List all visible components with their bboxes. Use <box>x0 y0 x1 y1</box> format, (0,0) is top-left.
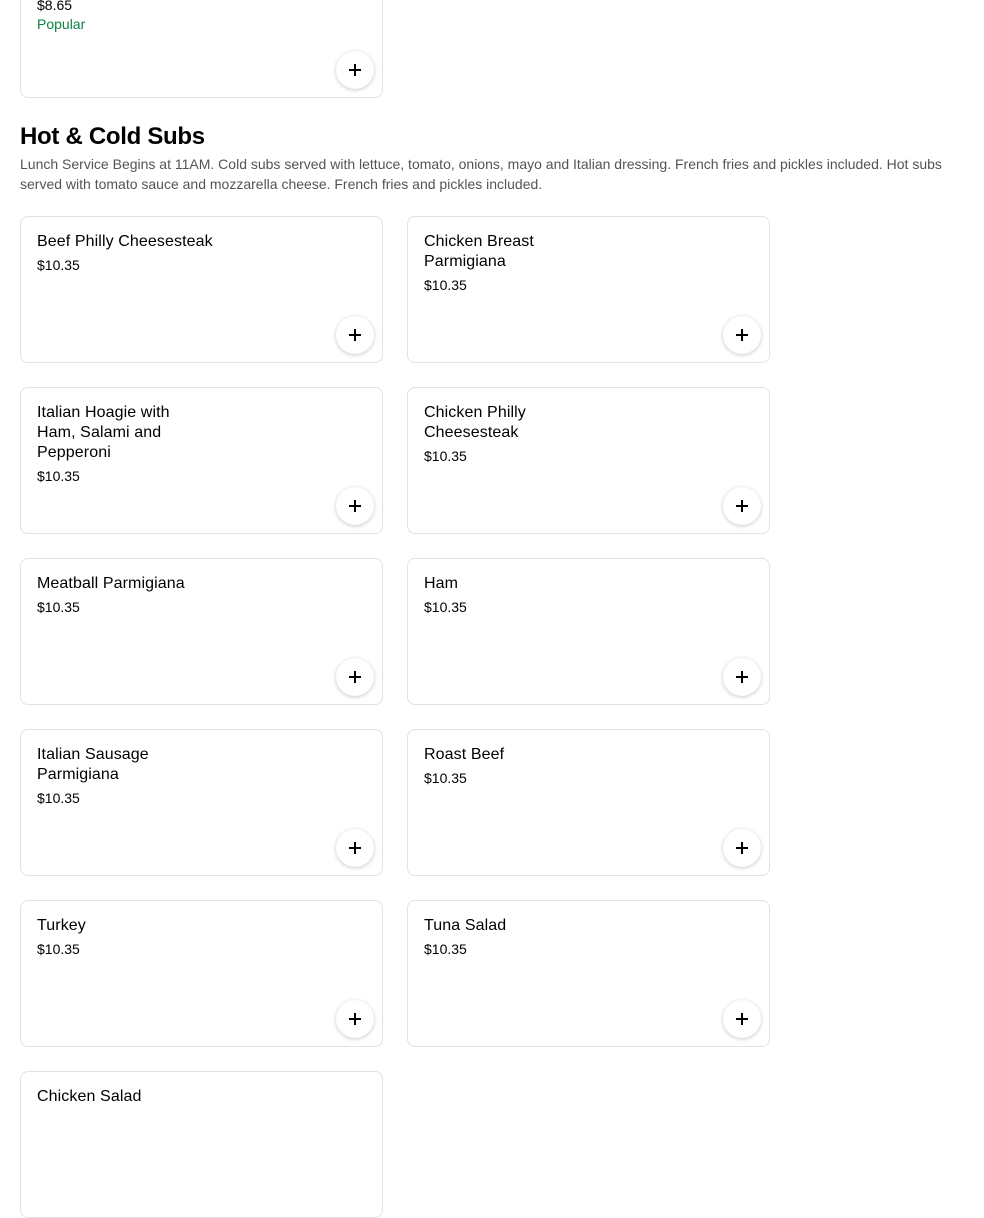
plus-icon <box>349 64 361 76</box>
plus-icon <box>349 329 361 341</box>
menu-item-name: Roast Beef <box>424 746 505 763</box>
add-item-button[interactable] <box>336 829 374 867</box>
add-item-button[interactable] <box>336 658 374 696</box>
menu-item-name: Chicken Salad <box>37 1088 142 1105</box>
menu-item-name: Italian Hoagie with Ham, Salami and Pepperoni <box>37 404 170 461</box>
menu-item-price: $10.35 <box>37 599 80 615</box>
menu-item-info <box>424 403 564 464</box>
menu-item-price: $8.65 <box>37 0 73 13</box>
add-item-button[interactable] <box>723 487 761 525</box>
menu-item-name: Chicken Philly Cheesesteak <box>424 404 526 441</box>
add-item-button[interactable] <box>723 829 761 867</box>
menu-item-price: $10.35 <box>424 941 467 957</box>
menu-item-info <box>37 232 227 273</box>
add-item-button[interactable] <box>336 51 374 89</box>
menu-item-name: Ham <box>424 575 459 592</box>
menu-item-price: $10.35 <box>424 599 467 615</box>
menu-item-card[interactable] <box>20 729 383 876</box>
menu-item-name: Tuna Salad <box>424 917 507 934</box>
menu-item-price: $10.35 <box>37 790 80 806</box>
menu-item-info <box>37 1087 227 1112</box>
add-item-button[interactable] <box>723 316 761 354</box>
menu-item-name: Italian Sausage Parmigiana <box>37 746 149 783</box>
section-title: Hot & Cold Subs <box>20 123 205 150</box>
menu-item-info <box>424 232 564 293</box>
plus-icon <box>736 671 748 683</box>
add-item-button[interactable] <box>336 487 374 525</box>
menu-item-card[interactable] <box>407 900 770 1047</box>
menu-item-price: $10.35 <box>37 468 80 484</box>
plus-icon <box>349 500 361 512</box>
menu-item-info <box>37 745 177 806</box>
plus-icon <box>349 842 361 854</box>
menu-item-card[interactable] <box>20 387 383 534</box>
menu-item-card[interactable] <box>407 387 770 534</box>
menu-item-card[interactable] <box>20 558 383 705</box>
menu-item-card[interactable] <box>407 558 770 705</box>
menu-item-name: Chicken Breast Parmigiana <box>424 233 534 270</box>
menu-item-price: $10.35 <box>424 277 467 293</box>
plus-icon <box>736 1013 748 1025</box>
section-description: Lunch Service Begins at 11AM. Cold subs served with lettuce, tomato, onions, mayo and Italian dressing. French fries and pickles included. Hot subs served with tomato sauce and mozzarella cheese. French fries and pickles included. <box>20 156 942 192</box>
menu-item-info <box>37 574 227 615</box>
popular-badge: Popular <box>37 16 86 32</box>
menu-item-name: Meatball Parmigiana <box>37 575 185 592</box>
menu-item-price: $10.35 <box>424 770 467 786</box>
plus-icon <box>736 842 748 854</box>
menu-item-card[interactable] <box>20 1071 383 1218</box>
plus-icon <box>349 1013 361 1025</box>
menu-item-price: $10.35 <box>37 941 80 957</box>
add-item-button[interactable] <box>336 316 374 354</box>
menu-item-name: Turkey <box>37 917 86 934</box>
menu-item-info <box>37 0 227 32</box>
plus-icon <box>736 500 748 512</box>
menu-item-price: $10.35 <box>37 257 80 273</box>
menu-item-card[interactable] <box>20 900 383 1047</box>
menu-item-card[interactable] <box>20 216 383 363</box>
plus-icon <box>349 671 361 683</box>
menu-item-card-previous[interactable] <box>20 0 383 98</box>
menu-item-info <box>424 745 614 786</box>
plus-icon <box>736 329 748 341</box>
add-item-button[interactable] <box>723 1000 761 1038</box>
menu-item-info <box>37 403 187 484</box>
add-item-button[interactable] <box>723 658 761 696</box>
menu-item-name: Beef Philly Cheesesteak <box>37 233 213 250</box>
add-item-button[interactable] <box>336 1000 374 1038</box>
menu-item-price: $10.35 <box>424 448 467 464</box>
menu-item-info <box>424 574 614 615</box>
menu-item-info <box>424 916 614 957</box>
menu-item-card[interactable] <box>407 729 770 876</box>
menu-item-info <box>37 916 227 957</box>
menu-item-card[interactable] <box>407 216 770 363</box>
